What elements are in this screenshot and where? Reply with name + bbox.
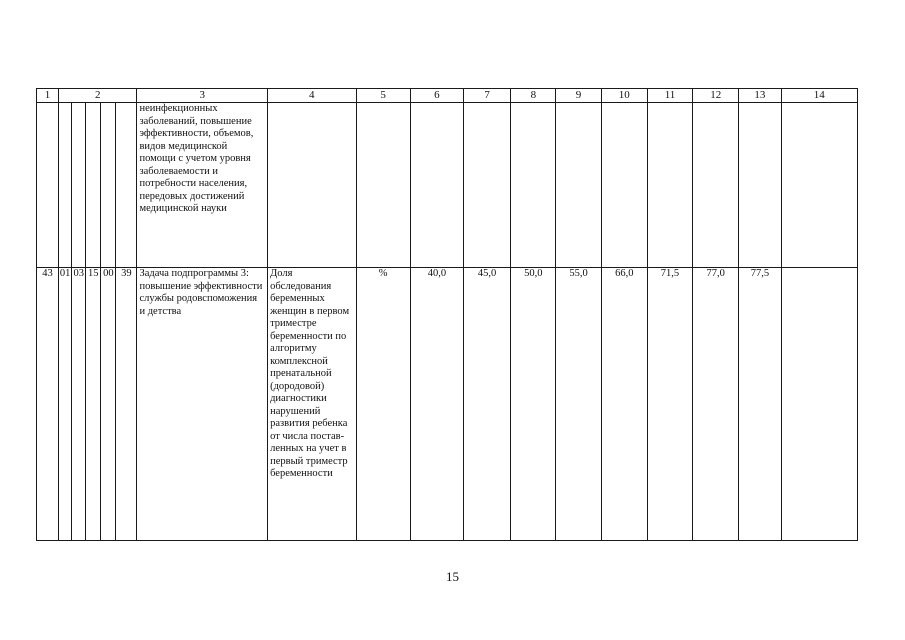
indicator-name-cell: Доля обследования беременных женщин в первом триместре беременности по алгоритму комплексной пренатальной (дородовой) диагностики нарушений развития ребенка от числа постав-ленных на учет в первый триместр беременности <box>268 268 356 541</box>
value-cell: 71,5 <box>647 268 692 541</box>
header-cell: 8 <box>511 89 556 103</box>
page-number: 15 <box>446 569 459 584</box>
table-cell <box>781 103 857 268</box>
table-cell <box>59 103 72 268</box>
value-cell: 45,0 <box>464 268 511 541</box>
row-number-cell: 43 <box>37 268 59 541</box>
unit-cell: % <box>356 268 410 541</box>
header-cell: 6 <box>410 89 463 103</box>
table-cell <box>511 103 556 268</box>
table-cell <box>647 103 692 268</box>
code-cell: 15 <box>86 268 101 541</box>
header-cell: 9 <box>556 89 601 103</box>
header-cell: 2 <box>59 89 137 103</box>
indicators-table <box>36 88 858 541</box>
table-cell <box>268 103 356 268</box>
table-cell <box>556 103 601 268</box>
header-cell: 12 <box>693 89 739 103</box>
value-cell: 40,0 <box>410 268 463 541</box>
header-cell: 5 <box>356 89 410 103</box>
code-cell: 39 <box>116 268 137 541</box>
table-cell <box>739 103 781 268</box>
value-cell: 77,5 <box>739 268 781 541</box>
table-cell <box>356 103 410 268</box>
table-cell <box>601 103 647 268</box>
table-cell <box>72 103 86 268</box>
code-cell: 01 <box>59 268 72 541</box>
table-cell <box>116 103 137 268</box>
value-cell: 55,0 <box>556 268 601 541</box>
value-cell <box>781 268 857 541</box>
table-row <box>37 103 858 268</box>
table-cell <box>37 103 59 268</box>
header-cell: 13 <box>739 89 781 103</box>
value-cell: 77,0 <box>693 268 739 541</box>
table-cell <box>410 103 463 268</box>
value-cell: 66,0 <box>601 268 647 541</box>
value-cell: 50,0 <box>511 268 556 541</box>
header-cell: 7 <box>464 89 511 103</box>
code-cell: 03 <box>72 268 86 541</box>
header-cell: 14 <box>781 89 857 103</box>
code-cell: 00 <box>101 268 116 541</box>
header-cell: 4 <box>268 89 356 103</box>
task-name-cell: Задача подпрограммы 3: повышение эффективности службы родовспоможения и детства <box>137 268 268 541</box>
header-cell: 10 <box>601 89 647 103</box>
task-description-cell: неинфекционных заболеваний, повышение эффективности, объемов, видов медицинской помощи с учетом уровня заболеваемости и потребности населения, передовых достижений медицинской науки <box>137 103 268 268</box>
header-cell: 11 <box>647 89 692 103</box>
table-row <box>37 268 858 541</box>
table-cell <box>464 103 511 268</box>
header-cell: 3 <box>137 89 268 103</box>
header-cell: 1 <box>37 89 59 103</box>
table-cell <box>693 103 739 268</box>
table-cell <box>101 103 116 268</box>
table-cell <box>86 103 101 268</box>
header-row <box>37 89 858 103</box>
